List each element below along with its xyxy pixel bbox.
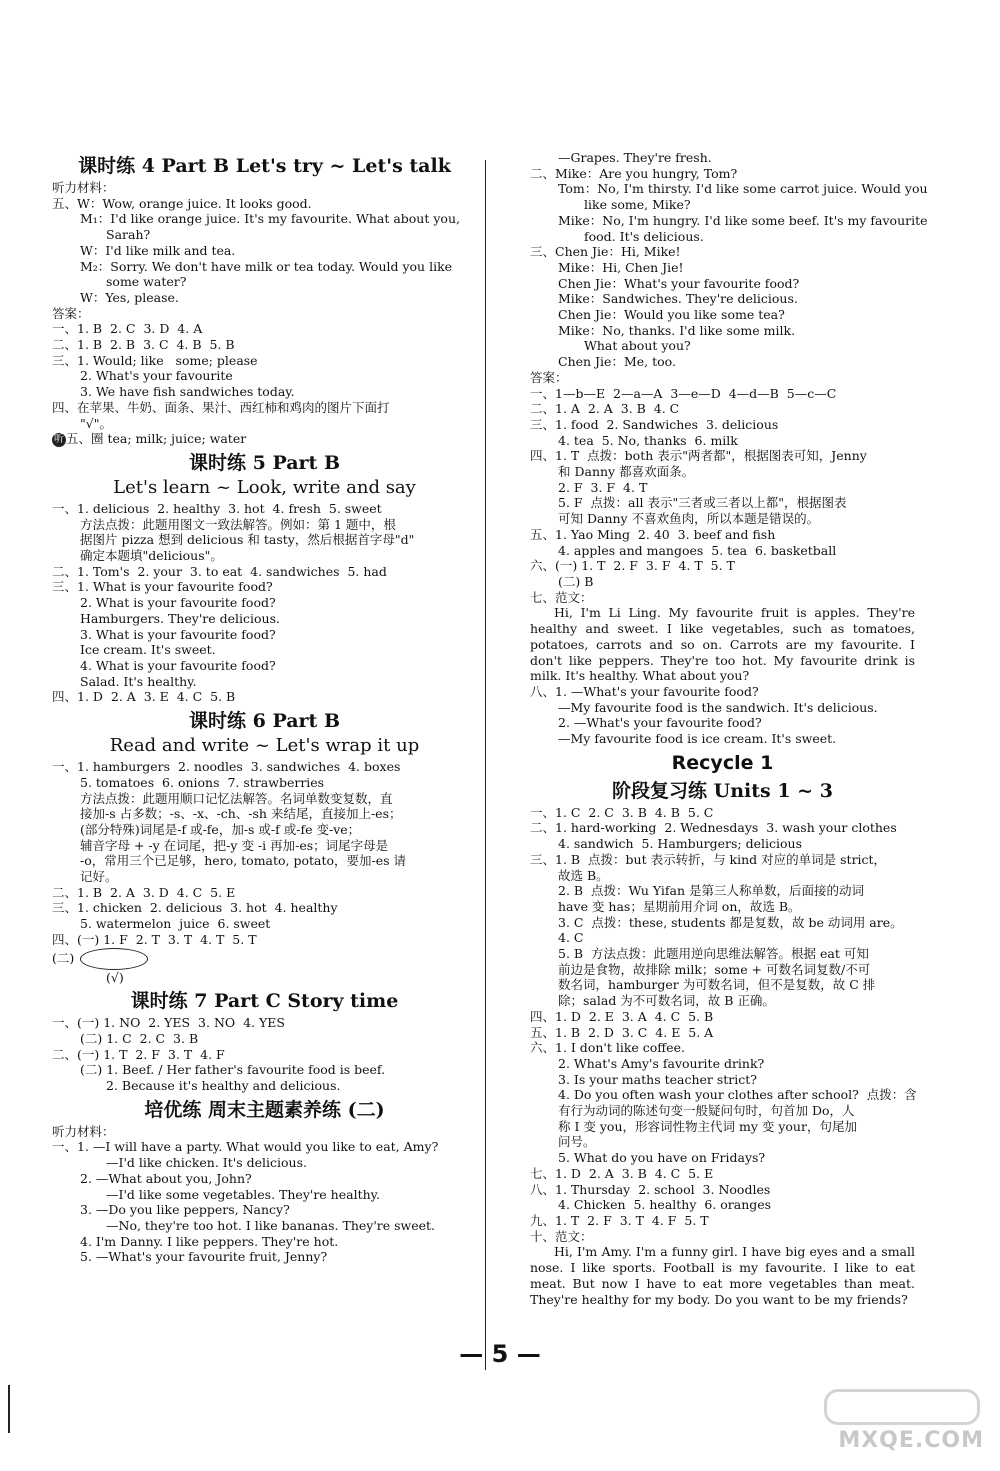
answer-line: 三、Chen Jie：Hi, Mike! xyxy=(530,244,681,260)
page-number: — 5 — xyxy=(459,1340,541,1368)
answer-line: 2. —What's your favourite food? xyxy=(558,715,762,731)
answer-line: 5. What do you have on Fridays? xyxy=(558,1150,766,1166)
answer-line: 一、1. hamburgers 2. noodles 3. sandwiches 4. boxes xyxy=(52,759,401,775)
answer-line: 三、1. B 点拨：but 表示转折，与 kind 对应的单词是 strict， xyxy=(530,851,887,867)
section-heading: 课时练 4 Part B Let's try ~ Let's talk xyxy=(78,155,451,177)
answer-line: have 变 has；星期前用介词 on，故选 B。 xyxy=(558,898,801,914)
answer-line: 5. F 点拨：all 表示"三者或三者以上都"，根据图表 xyxy=(558,495,847,511)
answer-line: 接加-s 占多数；-s、-x、-ch、-sh 来结尾，直接加上-es； xyxy=(80,806,402,822)
answer-line: "√"。 xyxy=(80,415,112,431)
answer-line: 2. Because it's healthy and delicious. xyxy=(106,1078,341,1094)
answer-line: Mike：Hi, Chen Jie! xyxy=(558,259,684,275)
answer-line: 三、1. What is your favourite food? xyxy=(52,579,273,595)
section-heading: 课时练 7 Part C Story time xyxy=(130,990,399,1013)
answer-line: 3. Is your maths teacher strict? xyxy=(558,1071,757,1087)
answer-line: Tom：No, I'm thirsty. I'd like some carrot juice. Would you xyxy=(558,181,928,197)
answer-line: 一、1. —I will have a party. What would you like to eat, Amy? xyxy=(52,1139,439,1155)
answer-text: (二) xyxy=(52,950,75,966)
answer-line: 四、1. D 2. A 3. E 4. C 5. B xyxy=(52,689,236,705)
answer-line: 二、1. A 2. A 3. B 4. C xyxy=(530,401,680,417)
answer-line: What about you? xyxy=(584,338,691,354)
answer-line: 2. F 3. F 4. T xyxy=(558,479,648,495)
answer-line: 3. C 点拨：these, students 都是复数，故 be 动词用 are。 xyxy=(558,914,903,930)
column-divider xyxy=(485,160,486,1370)
answer-line: 故选 B。 xyxy=(558,867,609,883)
answer-line: 七、范文： xyxy=(530,589,593,605)
answer-line: 确定本题填"delicious"。 xyxy=(80,548,223,564)
answer-line: 三、1. chicken 2. delicious 3. hot 4. healthy xyxy=(52,900,338,916)
answer-line: 称 I 变 you，形容词性物主代词 my 变 your，句尾加 xyxy=(558,1118,857,1134)
answer-line: 2. What is your favourite food? xyxy=(80,595,276,611)
answer-line: 数名词，hamburger 为可数名词，但不是复数，故 C 排 xyxy=(558,977,876,993)
answer-line: 听力材料： xyxy=(52,180,115,195)
sample-essay: Hi, I'm Amy. I'm a funny girl. I have big eyes and a small nose. I like sports. Football is my favourite. I like to eat meat. But now I have to eat more vegetables than meat. They're healthy for my body. Do you want to be my friends? xyxy=(530,1244,915,1307)
answer-line: M₁：I'd like orange juice. It's my favourite. What about you, xyxy=(80,211,460,227)
answer-line xyxy=(52,431,477,447)
answer-line: Salad. It's healthy. xyxy=(80,673,197,689)
answer-line: 问号。 xyxy=(558,1134,596,1150)
answer-line: 一、1—b—E 2—a—A 3—e—D 4—d—B 5—c—C xyxy=(530,385,837,401)
answer-line: 记好。 xyxy=(80,869,118,885)
answer-line: 九、1. T 2. F 3. T 4. F 5. T xyxy=(530,1213,709,1228)
answer-line: 5. tomatoes 6. onions 7. strawberries xyxy=(80,774,325,790)
answer-line: 4. tea 5. No, thanks 6. milk xyxy=(558,432,738,448)
answer-line: 可知 Danny 不喜欢鱼肉，所以本题是错误的。 xyxy=(558,511,820,527)
sample-essay: Hi, I'm Li Ling. My favourite fruit is apples. They're healthy and sweet. I like vegetables, such as tomatoes, potatoes, carrots and so on. Carrots are my favourite. I don't like peppers. They're too hot. My favourite drink is milk. It's healthy. What about you? xyxy=(530,605,915,684)
answer-line: 六、(一) 1. T 2. F 3. F 4. T 5. T xyxy=(530,558,735,574)
answer-line: 四、在苹果、牛奶、面条、果汁、西红柿和鸡肉的图片下面打 xyxy=(52,399,390,415)
answer-line: 2. —What about you, John? xyxy=(80,1170,252,1186)
answer-line: 一、1. B 2. C 3. D 4. A xyxy=(52,321,203,337)
answer-line: (√) xyxy=(106,969,124,985)
answer-line: (二) 1. Beef. / Her father's favourite food is beef. xyxy=(80,1062,386,1078)
watermark-text: MXQE.COM xyxy=(838,1428,984,1453)
left-column xyxy=(52,150,477,1265)
answer-line: 4. I'm Danny. I like peppers. They're hot. xyxy=(80,1233,339,1249)
answer-line: Chen Jie：Me, too. xyxy=(558,354,676,370)
answer-line: 4. Do you often wash your clothes after school? 点拨：含 xyxy=(558,1087,917,1103)
section-heading: 课时练 6 Part B xyxy=(189,710,340,733)
answer-line: 和 Danny 都喜欢面条。 xyxy=(558,464,695,480)
section-subheading: Let's learn ~ Look, write and say xyxy=(113,476,416,498)
answer-line: 4. sandwich 5. Hamburgers; delicious xyxy=(558,836,803,852)
answer-line: 二、1. hard-working 2. Wednesdays 3. wash your clothes xyxy=(530,820,897,836)
answer-line: —I'd like some vegetables. They're healthy. xyxy=(106,1186,381,1202)
answer-line: 四、(一) 1. F 2. T 3. T 4. T 5. T xyxy=(52,931,257,947)
answer-line: —Grapes. They're fresh. xyxy=(558,150,712,165)
answer-line: Mike：Sandwiches. They're delicious. xyxy=(558,291,798,307)
answer-line: (部分特殊)词尾是-f 或-fe，加-s 或-f 或-fe 变-ve； xyxy=(80,821,361,837)
answer-line: 五、1. Yao Ming 2. 40 3. beef and fish xyxy=(530,526,776,542)
section-heading: 阶段复习练 Units 1 ~ 3 xyxy=(612,779,833,802)
answer-line: 答案： xyxy=(530,369,568,385)
margin-mark xyxy=(8,1385,10,1433)
section-heading: 课时练 5 Part B xyxy=(189,451,340,474)
answer-line: 七、1. D 2. A 3. B 4. C 5. E xyxy=(530,1165,714,1181)
answer-line: 一、1. C 2. C 3. B 4. B 5. C xyxy=(530,804,714,820)
watermark-logo xyxy=(824,1389,980,1425)
section-heading: Recycle 1 xyxy=(671,751,774,774)
answer-line: 五、1. B 2. D 3. C 4. E 5. A xyxy=(530,1024,714,1040)
answer-line: —My favourite food is ice cream. It's sweet. xyxy=(558,731,837,747)
answer-line: 5. B 方法点拨：此题用逆向思维法解答。根据 eat 可知 xyxy=(558,946,869,962)
answer-line: Sarah? xyxy=(106,227,151,243)
answer-line: 二、(一) 1. T 2. F 3. T 4. F xyxy=(52,1046,225,1062)
answer-line: some water? xyxy=(106,274,187,290)
answer-line: W：Yes, please. xyxy=(80,289,179,305)
answer-line: W：I'd like milk and tea. xyxy=(80,242,236,258)
answer-line: 一、(一) 1. NO 2. YES 3. NO 4. YES xyxy=(52,1015,285,1031)
answer-line: 五、W：Wow, orange juice. It looks good. xyxy=(52,195,312,211)
answer-line: 方法点拨：此题用顺口记忆法解答。名词单数变复数，直 xyxy=(80,790,393,806)
answer-line: 三、1. Would; like some; please xyxy=(52,352,258,368)
answer-line: 二、Mike：Are you hungry, Tom? xyxy=(530,165,738,181)
answer-line: 据图片 pizza 想到 delicious 和 tasty，然后根据首字母"d" xyxy=(80,532,415,548)
answer-line: Mike：No, I'm hungry. I'd like some beef. It's my favourite xyxy=(558,212,928,228)
answer-line: 2. What's Amy's favourite drink? xyxy=(558,1055,765,1071)
answer-line: 4. C xyxy=(558,930,584,946)
answer-line: Chen Jie：Would you like some tea? xyxy=(558,307,785,323)
section-heading: 培优练 周末主题素养练 (二) xyxy=(144,1098,385,1121)
answer-line: 答案： xyxy=(52,305,90,321)
answer-line: 二、1. B 2. B 3. C 4. B 5. B xyxy=(52,337,235,353)
answer-line: 前边是食物，故排除 milk；some + 可数名词复数/不可 xyxy=(558,961,871,977)
answer-line: 八、1. —What's your favourite food? xyxy=(530,683,759,699)
answer-line: 除；salad 为不可数名词，故 B 正确。 xyxy=(558,993,775,1009)
answer-line: Mike：No, thanks. I'd like some milk. xyxy=(558,322,796,338)
answer-line: —No, they're too hot. I like bananas. They're sweet. xyxy=(106,1217,436,1233)
section-subheading: Read and write ~ Let's wrap it up xyxy=(109,735,420,757)
answer-line: 三、1. food 2. Sandwiches 3. delicious xyxy=(530,416,779,432)
answer-line: 六、1. I don't like coffee. xyxy=(530,1040,685,1056)
answer-line: 二、1. B 2. A 3. D 4. C 5. E xyxy=(52,884,236,900)
answer-line: 一、1. delicious 2. healthy 3. hot 4. fresh 5. sweet xyxy=(52,500,382,516)
answer-line: 4. Chicken 5. healthy 6. oranges xyxy=(558,1197,772,1213)
answer-line: 八、1. Thursday 2. school 3. Noodles xyxy=(530,1181,771,1197)
answer-line: 四、1. D 2. E 3. A 4. C 5. B xyxy=(530,1008,714,1024)
answer-line: 辅音字母 + -y 在词尾，把-y 变 -i 再加-es；词尾字母是 xyxy=(80,837,389,853)
answer-text: 五、圈 tea; milk; juice; water xyxy=(66,431,247,447)
answer-line: —I'd like chicken. It's delicious. xyxy=(106,1155,307,1171)
answer-line: Chen Jie：What's your favourite food? xyxy=(558,275,800,291)
answer-line: (二) 1. C 2. C 3. B xyxy=(80,1030,199,1046)
answer-line: 2. What's your favourite xyxy=(80,368,233,384)
answer-line xyxy=(52,948,477,970)
answer-line: M₂：Sorry. We don't have milk or tea today. Would you like xyxy=(80,258,453,274)
answer-line: 5. —What's your favourite fruit, Jenny? xyxy=(80,1249,328,1265)
answer-line: Ice cream. It's sweet. xyxy=(80,642,216,658)
answer-line: 2. B 点拨：Wu Yifan 是第三人称单数，后面接的动词 xyxy=(558,883,865,899)
answer-line: —My favourite food is the sandwich. It's delicious. xyxy=(558,699,878,715)
answer-line: 3. —Do you like peppers, Nancy? xyxy=(80,1202,290,1218)
food-plate-icon xyxy=(80,948,148,970)
answer-line: 4. What is your favourite food? xyxy=(80,657,276,673)
answer-line: 听力材料： xyxy=(52,1123,115,1139)
answer-line: 5. watermelon juice 6. sweet xyxy=(80,916,271,932)
answer-line: food. It's delicious. xyxy=(584,228,704,244)
listening-icon: 听 xyxy=(54,433,64,445)
answer-line: 四、1. T 点拨：both 表示"两者都"，根据图表可知，Jenny xyxy=(530,448,867,464)
right-column xyxy=(530,150,928,1307)
answer-line: 方法点拨：此题用图文一致法解答。例如：第 1 题中，根 xyxy=(80,516,396,532)
answer-line: 4. apples and mangoes 5. tea 6. basketball xyxy=(558,542,837,558)
answer-line: 3. We have fish sandwiches today. xyxy=(80,384,295,400)
answer-line: -o，常用三个已足够，hero, tomato, potato，要加-es 请 xyxy=(80,853,407,869)
answer-line: 十、范文： xyxy=(530,1228,593,1244)
answer-line: like some, Mike? xyxy=(584,197,691,213)
answer-line: Hamburgers. They're delicious. xyxy=(80,610,280,626)
answer-line: (二) B xyxy=(558,573,594,589)
answer-line: 二、1. Tom's 2. your 3. to eat 4. sandwiches 5. had xyxy=(52,563,387,579)
answer-line: 3. What is your favourite food? xyxy=(80,626,276,642)
answer-line: 有行为动词的陈述句变一般疑问句时，句首加 Do，人 xyxy=(558,1103,855,1119)
